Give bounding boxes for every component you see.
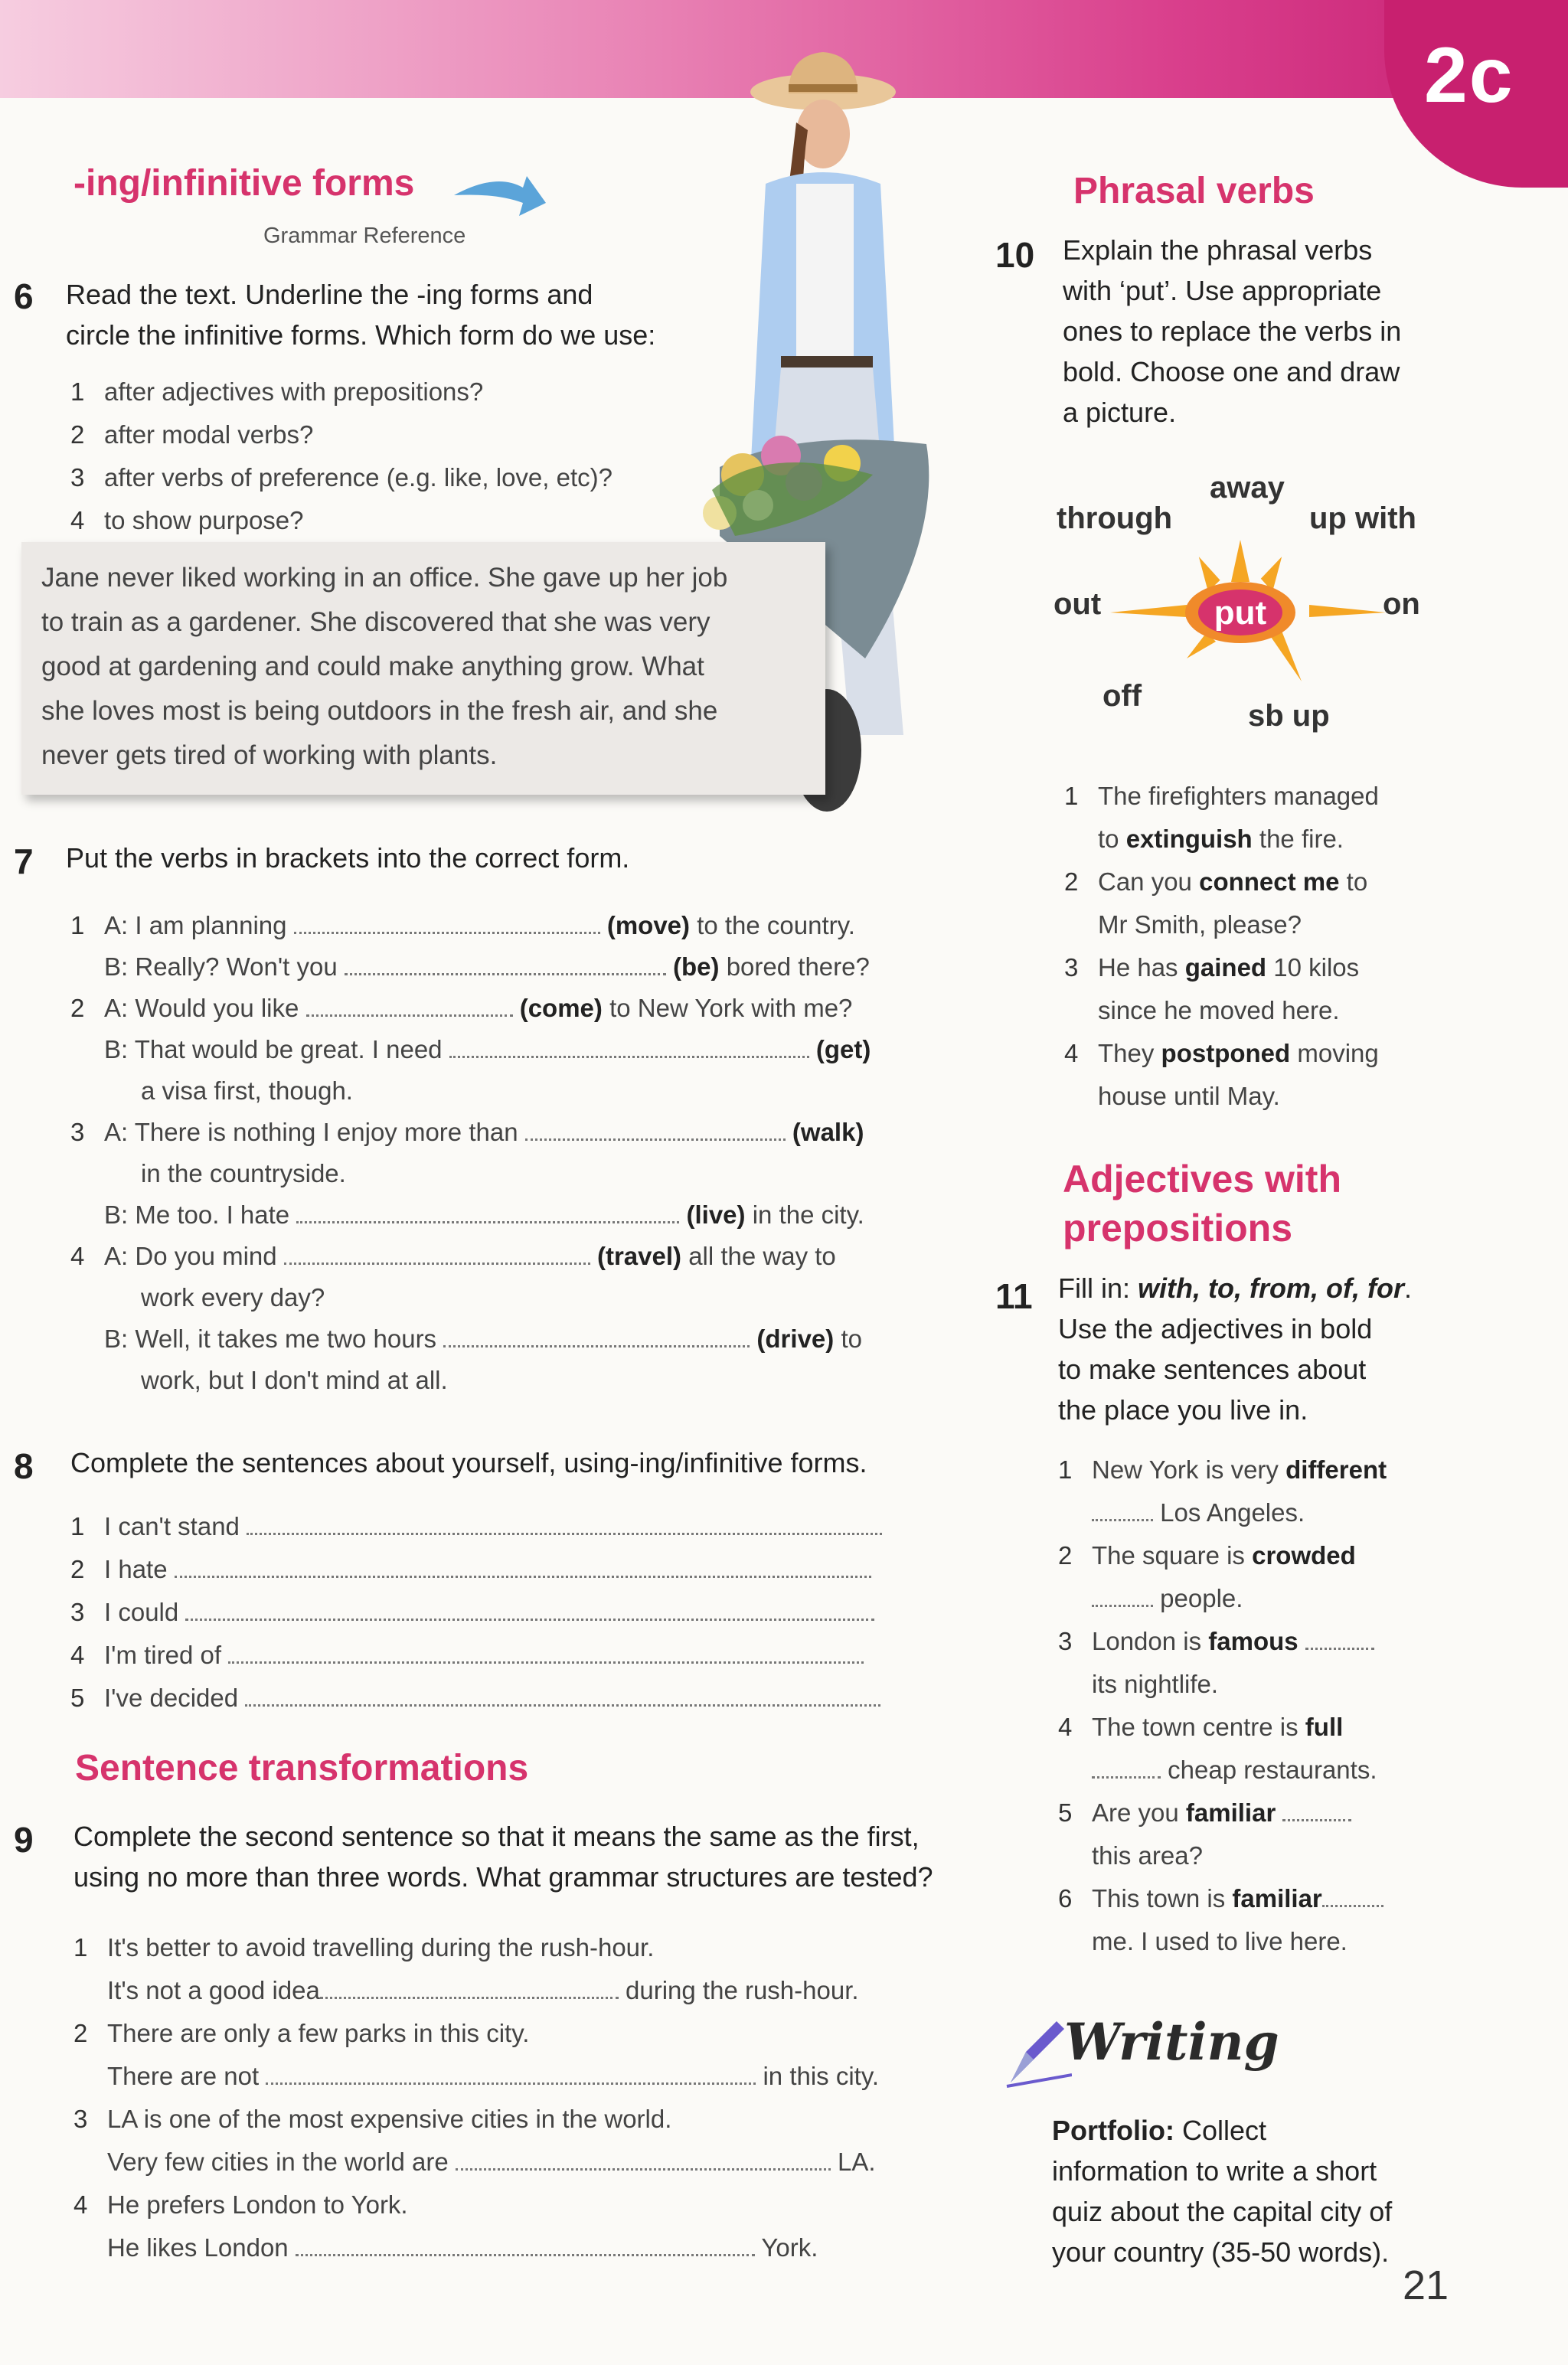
- list-item: [1058, 1620, 1487, 1663]
- portfolio-label: Portfolio:: [1052, 2115, 1174, 2146]
- item-text: I am planning: [135, 911, 287, 939]
- list-item: [70, 499, 698, 542]
- list-item: [1058, 1792, 1487, 1834]
- list-item-continued: [1058, 1577, 1487, 1620]
- list-item: [70, 1548, 913, 1591]
- reading-line: never gets tired of working with plants.: [41, 740, 498, 770]
- item-text: to New York with me?: [609, 994, 853, 1022]
- item-text: He prefers London to York.: [107, 2190, 408, 2219]
- item-text: after adjectives with prepositions?: [104, 377, 484, 406]
- item-text: to show purpose?: [104, 506, 304, 534]
- answer-blank[interactable]: [296, 2236, 755, 2256]
- item-number: 3: [1058, 1627, 1073, 1655]
- list-item-answer: [74, 2055, 931, 2098]
- question-number-8: 8: [14, 1446, 34, 1486]
- item-text: There are only a few parks in this city.: [107, 2019, 530, 2047]
- bold-verb: extinguish: [1125, 825, 1253, 853]
- writing-line: quiz about the capital city of: [1052, 2196, 1393, 2227]
- item-text: I've decided: [104, 1684, 239, 1712]
- bold-adjective: full: [1305, 1713, 1344, 1741]
- answer-blank[interactable]: [456, 2150, 831, 2171]
- item-text: all the way to: [688, 1242, 836, 1270]
- item-text: Los Angeles.: [1160, 1498, 1305, 1527]
- question-10-instruction-line: bold. Choose one and draw: [1063, 356, 1400, 387]
- answer-blank[interactable]: [296, 1203, 679, 1223]
- writing-line: information to write a short: [1052, 2155, 1377, 2187]
- question-10-instruction-line: Explain the phrasal verbs: [1063, 234, 1373, 266]
- item-text: London is: [1092, 1627, 1202, 1655]
- answer-blank[interactable]: [245, 1686, 880, 1707]
- item-text: They: [1098, 1039, 1155, 1067]
- list-item-answer: [74, 2226, 931, 2269]
- list-item-continued: [1058, 1663, 1487, 1706]
- item-text: cheap restaurants.: [1168, 1756, 1377, 1784]
- particle-away: away: [1210, 471, 1285, 505]
- verb-cue: (live): [686, 1200, 746, 1229]
- list-item: [70, 905, 920, 946]
- question-number-6: 6: [14, 276, 34, 316]
- list-item: [1064, 775, 1493, 818]
- item-text: after modal verbs?: [104, 420, 314, 449]
- particle-through: through: [1057, 501, 1173, 535]
- list-item: [70, 1318, 920, 1360]
- unit-badge: 2c: [1424, 31, 1514, 119]
- list-item: [1058, 1706, 1487, 1749]
- item-number: 4: [1058, 1713, 1073, 1741]
- section-title-adjectives-with-prepositions: [1063, 1155, 1341, 1253]
- item-text: Would you like: [135, 994, 299, 1022]
- item-text: me. I used to live here.: [1092, 1927, 1348, 1955]
- answer-blank[interactable]: [1092, 1501, 1153, 1521]
- item-text: moving: [1297, 1039, 1379, 1067]
- bold-adjective: famous: [1208, 1627, 1298, 1655]
- list-item-answer: [74, 2141, 931, 2184]
- item-text: Are you: [1092, 1798, 1179, 1827]
- list-item: [70, 946, 920, 988]
- instruction-text: Fill in:: [1058, 1272, 1131, 1304]
- item-text: This town is: [1092, 1884, 1226, 1913]
- list-item-continued: [1058, 1834, 1487, 1877]
- item-number: 2: [70, 994, 85, 1022]
- item-text: work every day?: [141, 1283, 325, 1312]
- list-item: [74, 2012, 931, 2055]
- answer-blank[interactable]: [266, 2064, 756, 2085]
- question-6-list: [70, 371, 698, 542]
- reading-line: she loves most is being outdoors in the fresh air, and she: [41, 696, 718, 726]
- question-11-instruction-line: [1058, 1268, 1487, 1308]
- item-text: That would be great. I need: [134, 1035, 443, 1063]
- item-number: 1: [1058, 1455, 1073, 1484]
- answer-blank[interactable]: [449, 1037, 809, 1058]
- answer-blank[interactable]: [320, 1978, 619, 1999]
- item-text: work, but I don't mind at all.: [141, 1366, 448, 1394]
- answer-blank[interactable]: [185, 1600, 874, 1621]
- section-title-ing-infinitive: -ing/infinitive forms: [74, 163, 415, 204]
- list-item-answer: [74, 1969, 931, 2012]
- answer-blank[interactable]: [525, 1120, 786, 1141]
- item-text: I could: [104, 1598, 179, 1626]
- item-text: during the rush-hour.: [626, 1976, 859, 2004]
- item-number: 3: [70, 1118, 85, 1146]
- list-item: [70, 1505, 913, 1548]
- question-9-instruction: [74, 1816, 954, 1897]
- question-9-instruction-line: using no more than three words. What grammar structures are tested?: [74, 1861, 933, 1893]
- item-number: 2: [74, 2019, 88, 2047]
- item-text: since he moved here.: [1098, 996, 1340, 1024]
- question-8-list: [70, 1505, 913, 1720]
- list-item: [70, 1677, 913, 1720]
- item-number: 2: [1064, 867, 1079, 896]
- speaker: B:: [104, 1200, 129, 1229]
- list-item: [70, 1591, 913, 1634]
- item-text: house until May.: [1098, 1082, 1280, 1110]
- list-item: [74, 1926, 931, 1969]
- item-text: The firefighters managed: [1098, 782, 1379, 810]
- item-number: 3: [70, 463, 85, 492]
- item-number: 5: [70, 1684, 85, 1712]
- list-item-continued: [70, 1277, 920, 1318]
- item-number: 3: [1064, 953, 1079, 982]
- question-6-instruction-line: Read the text. Underline the -ing forms and: [66, 279, 593, 310]
- answer-blank[interactable]: [306, 996, 513, 1017]
- verb-cue: (move): [606, 911, 691, 939]
- answer-blank[interactable]: [345, 955, 666, 975]
- question-number-9: 9: [14, 1820, 34, 1860]
- item-text: to the country.: [697, 911, 855, 939]
- question-11-instruction: [1058, 1268, 1487, 1430]
- item-text: Me too. I hate: [135, 1200, 290, 1229]
- item-text: Do you mind: [135, 1242, 277, 1270]
- item-text: Well, it takes me two hours: [135, 1325, 437, 1353]
- writing-line: [1052, 2110, 1481, 2151]
- verb-cue: (be): [673, 952, 720, 981]
- item-number: 1: [70, 1512, 85, 1540]
- writing-text: Collect: [1181, 2115, 1267, 2146]
- writing-line: your country (35-50 words).: [1052, 2236, 1390, 2268]
- particle-out: out: [1054, 587, 1102, 621]
- question-9-instruction-line: Complete the second sentence so that it means the same as the first,: [74, 1821, 920, 1852]
- bold-verb: gained: [1184, 953, 1267, 982]
- item-text: 10 kilos: [1273, 953, 1360, 982]
- item-number: 6: [1058, 1884, 1073, 1913]
- list-item-continued: [1058, 1749, 1487, 1792]
- item-text: New York is very: [1092, 1455, 1279, 1484]
- phrasal-verb-diagram: [1049, 467, 1462, 743]
- answer-blank[interactable]: [294, 913, 600, 934]
- item-text: It's better to avoid travelling during the rush-hour.: [107, 1933, 655, 1962]
- answer-blank[interactable]: [1282, 1801, 1351, 1821]
- item-number: 1: [1064, 782, 1079, 810]
- question-11-list: [1058, 1449, 1487, 1963]
- question-8-instruction: Complete the sentences about yourself, using-ing/infinitive forms.: [70, 1447, 867, 1478]
- item-number: 4: [1064, 1039, 1079, 1067]
- answer-blank[interactable]: [1092, 1758, 1161, 1779]
- speaker: A:: [104, 1118, 129, 1146]
- speaker: B:: [104, 1035, 129, 1063]
- question-10-instruction: [1063, 230, 1491, 433]
- list-item-continued: [70, 1070, 920, 1112]
- item-text: He has: [1098, 953, 1178, 982]
- item-text: people.: [1160, 1584, 1243, 1612]
- reading-line: Jane never liked working in an office. She gave up her job: [41, 563, 728, 593]
- list-item: [70, 1194, 920, 1236]
- item-text: its nightlife.: [1092, 1670, 1219, 1698]
- list-item: [70, 1634, 913, 1677]
- question-10-instruction-line: with ‘put’. Use appropriate: [1063, 275, 1382, 306]
- verb-cue: (travel): [596, 1242, 682, 1270]
- item-text: The square is: [1092, 1541, 1245, 1570]
- item-text: There are not: [107, 2062, 260, 2090]
- verb-cue: (come): [519, 994, 603, 1022]
- item-number: 5: [1058, 1798, 1073, 1827]
- item-text: Really? Won't you: [135, 952, 338, 981]
- list-item-continued: [1058, 1491, 1487, 1534]
- writing-instruction: [1052, 2110, 1481, 2272]
- answer-blank[interactable]: [443, 1327, 750, 1347]
- question-number-10: 10: [995, 235, 1035, 275]
- list-item: [1064, 1032, 1493, 1075]
- item-text: The town centre is: [1092, 1713, 1298, 1741]
- reading-text: [41, 556, 807, 778]
- grammar-reference-arrow-icon: [450, 168, 550, 222]
- page-number: 21: [1403, 2262, 1449, 2308]
- reading-line: to train as a gardener. She discovered that she was very: [41, 607, 710, 637]
- instruction-text: .: [1403, 1272, 1412, 1304]
- list-item: [70, 413, 698, 456]
- list-item-continued: [1064, 989, 1493, 1032]
- particle-on: on: [1383, 587, 1420, 621]
- list-item: [70, 988, 920, 1029]
- speaker: A:: [104, 911, 129, 939]
- question-7-instruction: Put the verbs in brackets into the correct form.: [66, 842, 630, 874]
- item-text: I can't stand: [104, 1512, 240, 1540]
- question-10-instruction-line: ones to replace the verbs in: [1063, 315, 1402, 347]
- item-text: to: [841, 1325, 862, 1353]
- verb-cue: (get): [815, 1035, 871, 1063]
- answer-blank[interactable]: [1092, 1586, 1153, 1607]
- list-item: [1058, 1534, 1487, 1577]
- question-7-list: [70, 905, 920, 1401]
- section-title-line: prepositions: [1063, 1207, 1293, 1249]
- list-item: [74, 2098, 931, 2141]
- diagram-center-put: put: [1214, 594, 1267, 632]
- section-title-phrasal-verbs: Phrasal verbs: [1073, 171, 1315, 211]
- section-title-sentence-transformations: Sentence transformations: [75, 1748, 529, 1788]
- item-text: to: [1346, 867, 1368, 896]
- list-item-continued: [1064, 1075, 1493, 1118]
- speaker: B:: [104, 1325, 129, 1353]
- bold-adjective: familiar: [1232, 1884, 1322, 1913]
- instruction-prepositions: with, to, from, of, for: [1138, 1272, 1404, 1304]
- item-text: Can you: [1098, 867, 1192, 896]
- item-number: 3: [74, 2105, 88, 2133]
- question-9-list: [74, 1926, 931, 2269]
- list-item-continued: [1064, 903, 1493, 946]
- bold-adjective: familiar: [1185, 1798, 1276, 1827]
- verb-cue: (drive): [756, 1325, 835, 1353]
- list-item-continued: [1064, 818, 1493, 861]
- item-number: 1: [70, 377, 85, 406]
- item-number: 2: [1058, 1541, 1073, 1570]
- speaker: A:: [104, 994, 129, 1022]
- item-text: in this city.: [763, 2062, 880, 2090]
- item-text: I hate: [104, 1555, 168, 1583]
- question-10-list: [1064, 775, 1493, 1118]
- item-number: 4: [74, 2190, 88, 2219]
- item-text: this area?: [1092, 1841, 1203, 1870]
- list-item-continued: [1058, 1920, 1487, 1963]
- list-item: [1058, 1877, 1487, 1920]
- answer-blank[interactable]: [1305, 1629, 1374, 1650]
- question-11-instruction-line: to make sentences about: [1058, 1354, 1367, 1385]
- question-6-instruction-line: circle the infinitive forms. Which form do we use:: [66, 319, 656, 351]
- answer-blank[interactable]: [228, 1643, 864, 1664]
- verb-cue: (walk): [792, 1118, 864, 1146]
- item-text: LA is one of the most expensive cities in the world.: [107, 2105, 672, 2133]
- item-text: in the countryside.: [141, 1159, 346, 1187]
- question-11-instruction-line: the place you live in.: [1058, 1394, 1308, 1426]
- item-text: Very few cities in the world are: [107, 2148, 449, 2176]
- section-title-line: Adjectives with: [1063, 1158, 1341, 1200]
- item-text: It's not a good idea: [107, 1976, 320, 2004]
- item-text: after verbs of preference (e.g. like, love, etc)?: [104, 463, 612, 492]
- item-text: bored there?: [726, 952, 870, 981]
- item-text: He likes London: [107, 2233, 289, 2262]
- answer-blank[interactable]: [175, 1557, 871, 1578]
- list-item: [70, 1029, 920, 1070]
- item-number: 2: [70, 1555, 85, 1583]
- list-item-continued: [70, 1360, 920, 1401]
- particle-up-with: up with: [1309, 501, 1416, 535]
- list-item: [70, 456, 698, 499]
- particle-off: off: [1102, 679, 1142, 713]
- item-number: 1: [70, 911, 85, 939]
- list-item: [1058, 1449, 1487, 1491]
- answer-blank[interactable]: [247, 1514, 882, 1535]
- item-number: 4: [70, 506, 85, 534]
- question-number-11: 11: [995, 1276, 1033, 1316]
- item-number: 4: [70, 1641, 85, 1669]
- item-text: I'm tired of: [104, 1641, 222, 1669]
- writing-title: Writing: [1064, 2012, 1279, 2072]
- particle-sb-up: sb up: [1248, 699, 1330, 733]
- speaker: A:: [104, 1242, 129, 1270]
- question-10-instruction-line: a picture.: [1063, 397, 1177, 428]
- item-number: 2: [70, 420, 85, 449]
- item-number: 4: [70, 1242, 85, 1270]
- pen-icon: [1003, 2014, 1072, 2090]
- question-11-instruction-line: Use the adjectives in bold: [1058, 1313, 1373, 1344]
- list-item: [70, 1112, 920, 1153]
- item-number: 1: [74, 1933, 88, 1962]
- item-text: Mr Smith, please?: [1098, 910, 1302, 939]
- question-number-7: 7: [14, 841, 34, 881]
- list-item: [1064, 861, 1493, 903]
- speaker: B:: [104, 952, 129, 981]
- item-text: a visa first, though.: [141, 1076, 353, 1105]
- list-item: [70, 371, 698, 413]
- item-text: to: [1098, 825, 1119, 853]
- item-text: LA.: [838, 2148, 876, 2176]
- answer-blank[interactable]: [284, 1244, 590, 1265]
- reading-line: good at gardening and could make anything grow. What: [41, 652, 704, 681]
- list-item: [1064, 946, 1493, 989]
- bold-adjective: crowded: [1252, 1541, 1356, 1570]
- list-item-continued: [70, 1153, 920, 1194]
- question-6-instruction: [66, 274, 678, 355]
- bold-verb: postponed: [1161, 1039, 1291, 1067]
- item-text: in the city.: [752, 1200, 864, 1229]
- item-text: the fire.: [1259, 825, 1344, 853]
- answer-blank[interactable]: [1322, 1886, 1383, 1907]
- bold-verb: connect me: [1199, 867, 1340, 896]
- item-text: York.: [761, 2233, 818, 2262]
- list-item: [74, 2184, 931, 2226]
- item-number: 3: [70, 1598, 85, 1626]
- bold-adjective: different: [1285, 1455, 1387, 1484]
- grammar-reference-link[interactable]: Grammar Reference: [263, 224, 466, 248]
- item-text: There is nothing I enjoy more than: [134, 1118, 518, 1146]
- list-item: [70, 1236, 920, 1277]
